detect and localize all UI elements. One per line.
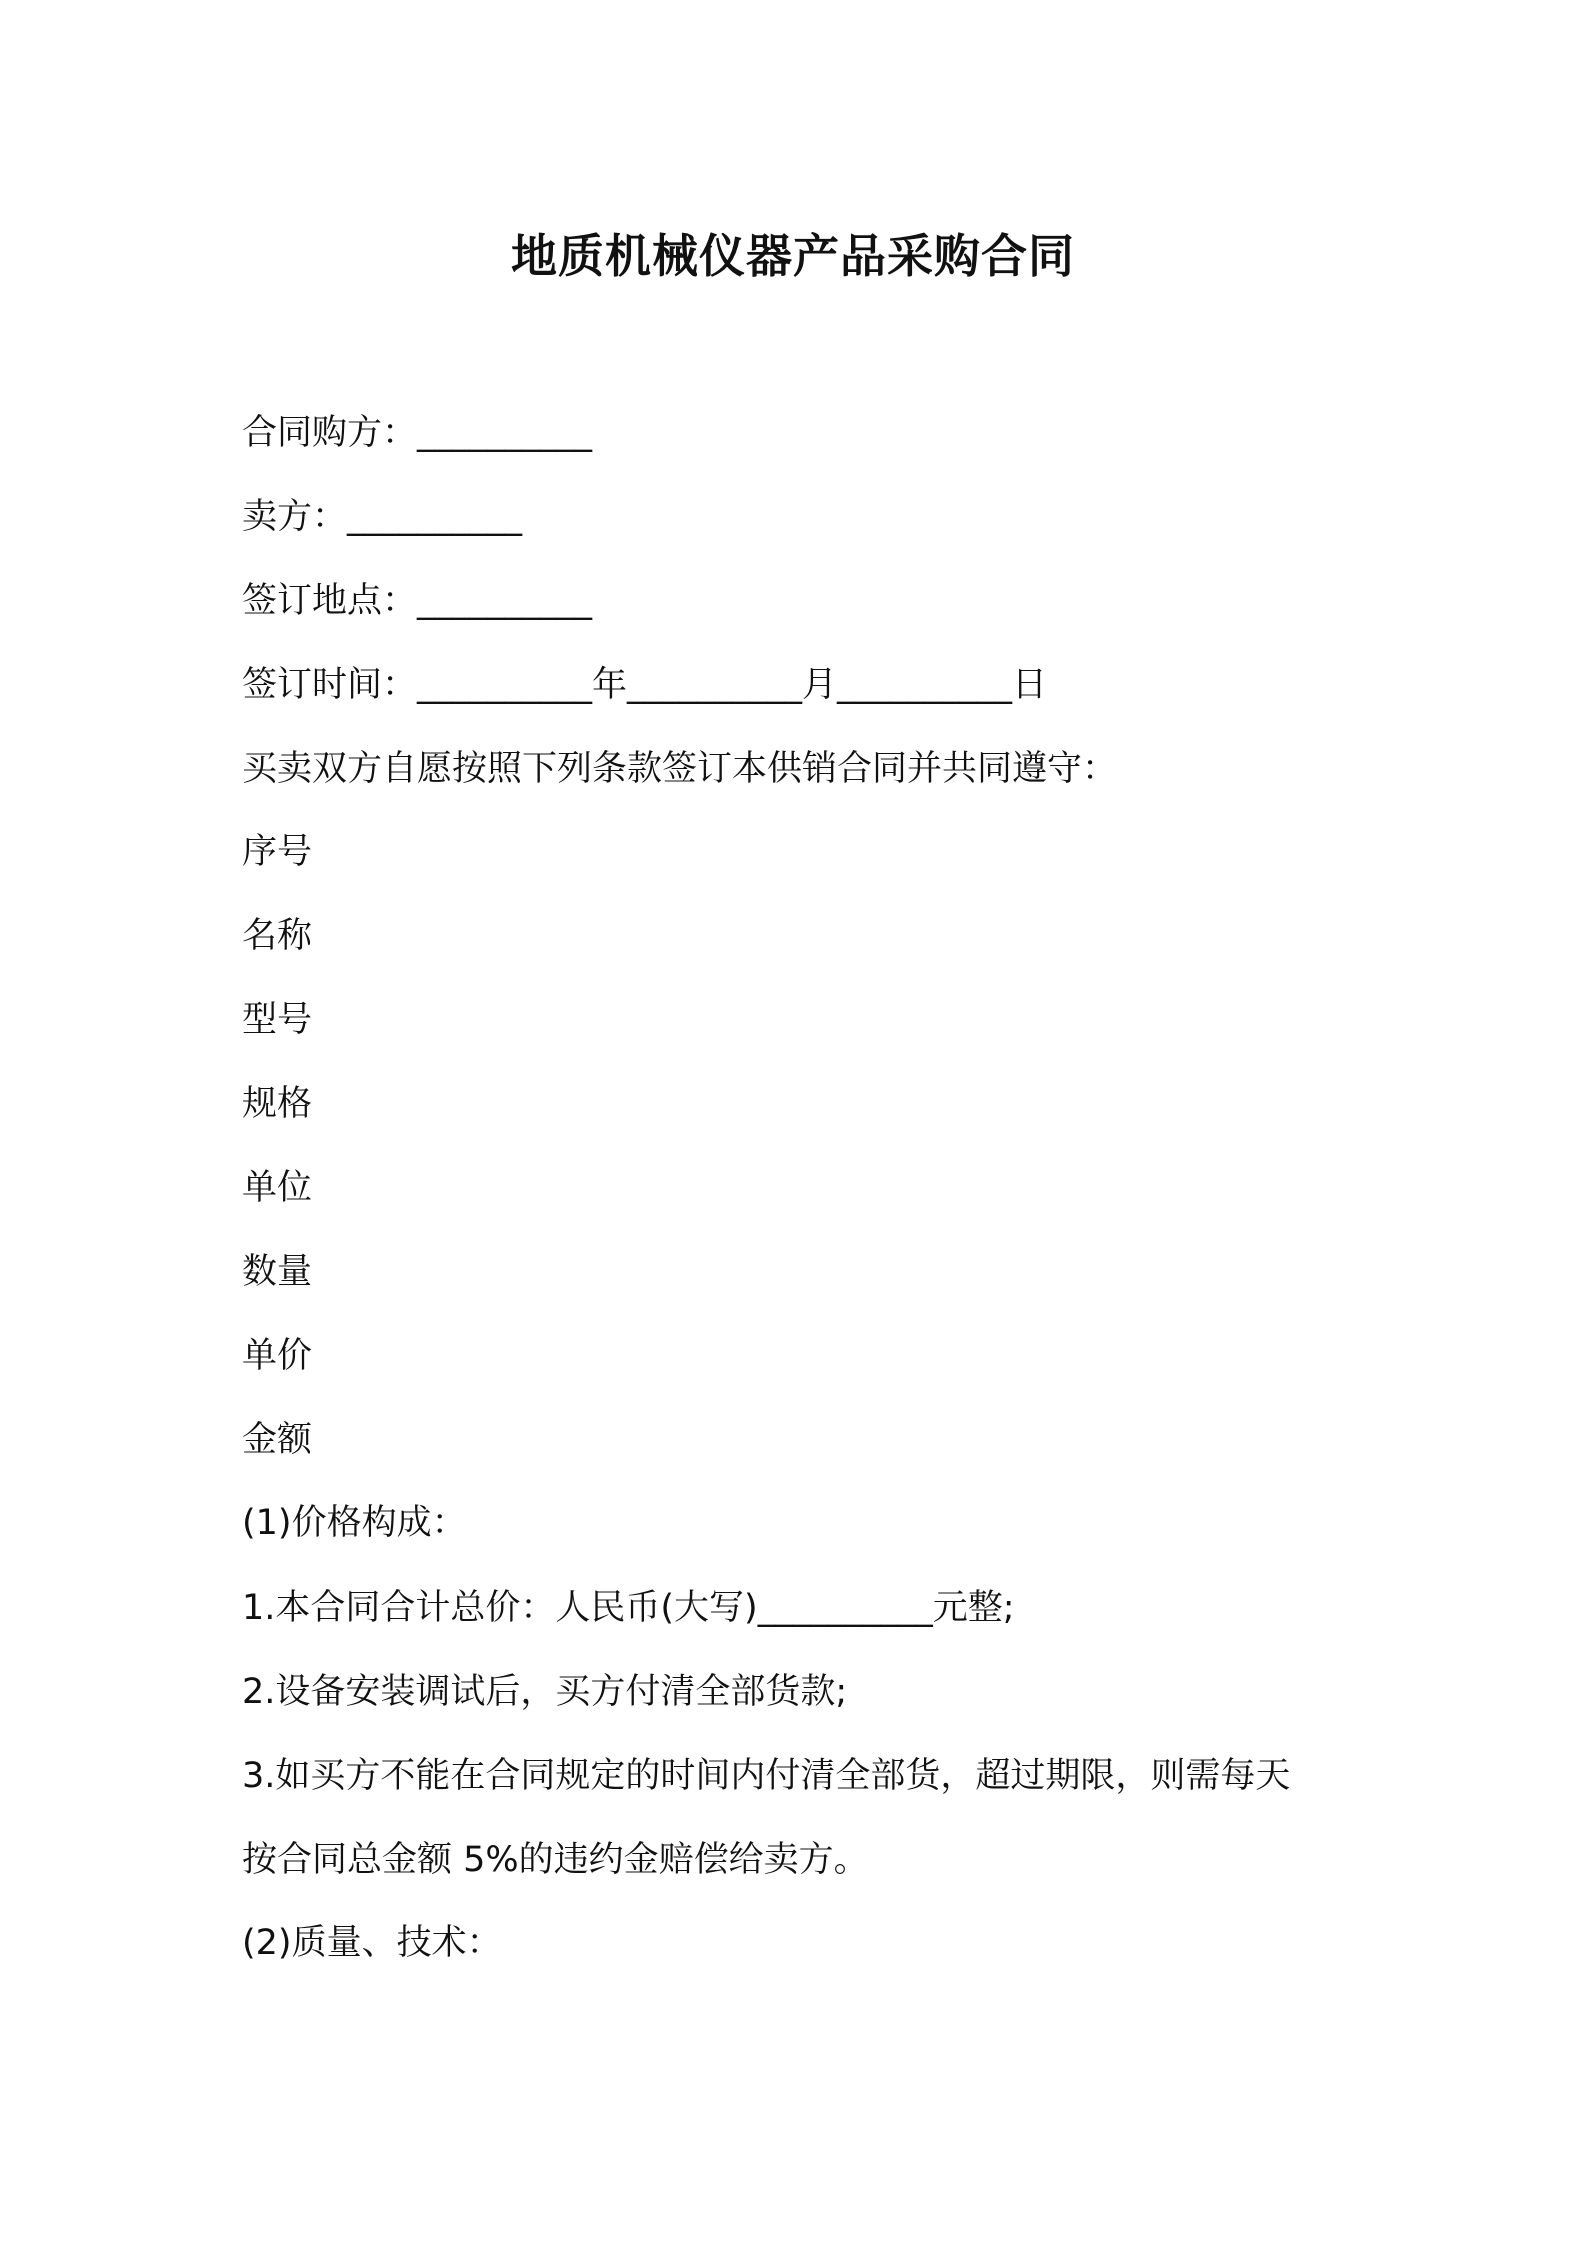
field-name: 名称 (242, 916, 313, 956)
field-unit-price: 单价 (242, 1336, 313, 1376)
price-clause-1: 1.本合同合计总价：人民币(大写)__________元整; (242, 1588, 1015, 1628)
section-price-heading: (1)价格构成： (242, 1503, 467, 1543)
page-title: 地质机械仪器产品采购合同 (511, 229, 1075, 283)
field-unit: 单位 (242, 1168, 313, 1208)
field-serial-number: 序号 (242, 832, 313, 872)
price-clause-3: 3.如买方不能在合同规定的时间内付清全部货，超过期限，则需每天 (242, 1756, 1291, 1796)
signing-place-line: 签订地点：__________ (242, 581, 593, 621)
agreement-intro: 买卖双方自愿按照下列条款签订本供销合同并共同遵守： (242, 749, 1118, 789)
price-clause-3-continued: 按合同总金额 5%的违约金赔偿给卖方。 (242, 1840, 869, 1880)
section-quality-heading: (2)质量、技术： (242, 1923, 502, 1963)
seller-line: 卖方：__________ (242, 497, 523, 537)
field-quantity: 数量 (242, 1252, 313, 1292)
signing-date-line: 签订时间：__________年__________月__________日 (242, 665, 1048, 705)
field-model: 型号 (242, 1000, 313, 1040)
buyer-line: 合同购方：__________ (242, 413, 593, 453)
field-amount: 金额 (242, 1420, 313, 1460)
field-specification: 规格 (242, 1084, 313, 1124)
price-clause-2: 2.设备安装调试后，买方付清全部货款; (242, 1672, 848, 1712)
